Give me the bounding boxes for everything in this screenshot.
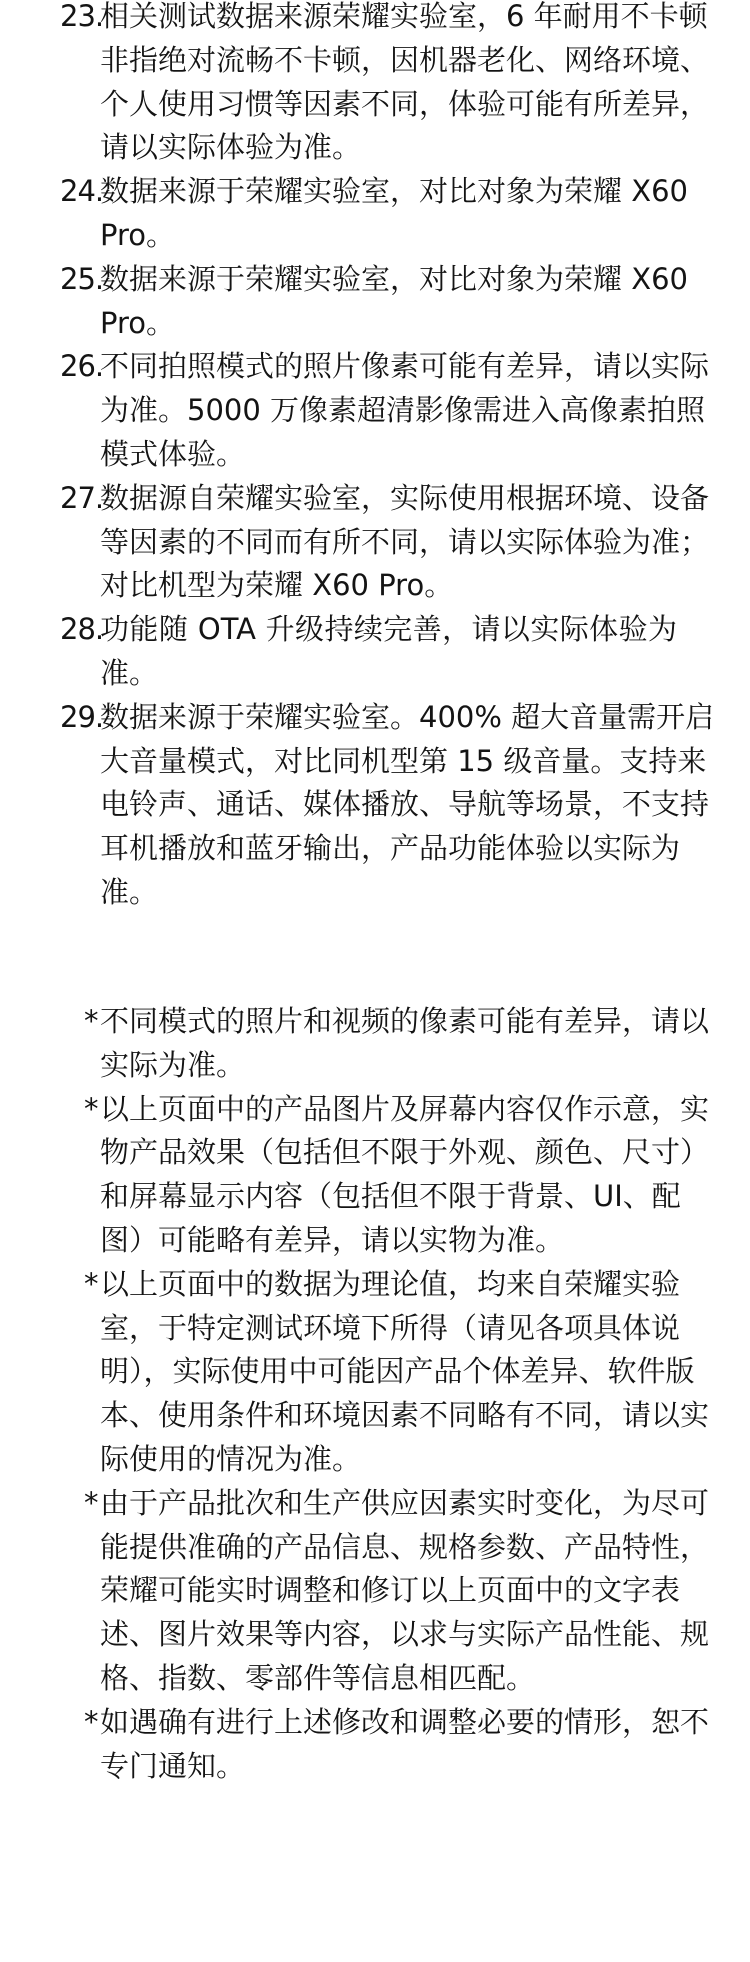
disclaimer-item (0, 1701, 750, 1789)
disclaimer-item-text-line: 和屏幕显示内容（包括但不限于背景、UI、配 (100, 1179, 681, 1214)
disclaimer-item-text-line: 如遇确有进行上述修改和调整必要的情形，恕不 (100, 1704, 710, 1739)
disclaimer-item-text-line: 室，于特定测试环境下所得（请见各项具体说 (100, 1310, 681, 1345)
disclaimer-item-text-line: 以上页面中的产品图片及屏幕内容仅作示意，实 (100, 1091, 710, 1126)
footnote-item-marker: 25. (60, 261, 104, 296)
footnote-item (0, 258, 750, 346)
disclaimer-item-text-line: 明），实际使用中可能因产品个体差异、软件版 (100, 1354, 695, 1389)
footnote-item-marker: 27. (60, 480, 104, 515)
footnote-item-text-line: 准。 (100, 874, 159, 909)
disclaimer-item-text-line: 以上页面中的数据为理论值，均来自荣耀实验 (100, 1266, 681, 1301)
footnote-item-marker: 28. (60, 612, 104, 647)
disclaimer-item-marker: * (84, 1704, 98, 1739)
disclaimer-item (0, 1482, 750, 1701)
disclaimer-item-marker: * (84, 1091, 98, 1126)
footnote-item-text-line: Pro。 (100, 305, 176, 340)
disclaimer-item-marker: * (84, 1004, 98, 1038)
disclaimer-item-text-line: 图）可能略有差异，请以实物为准。 (100, 1222, 565, 1257)
disclaimer-item-marker: * (84, 1266, 98, 1301)
footnote-item-text-line: 请以实际体验为准。 (100, 130, 362, 165)
disclaimer-item-text-line: 述、图片效果等内容，以求与实际产品性能、规 (100, 1617, 710, 1652)
footnote-item-text-line: 大音量模式，对比同机型第 15 级音量。支持来 (100, 743, 707, 778)
disclaimer-item-text-line: 物产品效果（包括但不限于外观、颜色、尺寸） (100, 1135, 710, 1170)
disclaimer-item-text-line: 实际为准。 (100, 1047, 246, 1082)
footnote-item (0, 170, 750, 258)
footnote-item-text-line: 数据来源于荣耀实验室。400% 超大音量需开启 (100, 699, 715, 734)
footnote-item-text-line: 功能随 OTA 升级持续完善，请以实际体验为 (100, 612, 677, 647)
footnote-item-text-line: 数据来源于荣耀实验室，对比对象为荣耀 X60 (100, 174, 688, 209)
footnote-item-text-line: 准。 (100, 655, 159, 690)
footnote-item-text-line: 对比机型为荣耀 X60 Pro。 (100, 568, 454, 603)
disclaimer-item (0, 1263, 750, 1482)
footnotes-list (0, 0, 750, 915)
footnote-item-text-line: 非指绝对流畅不卡顿，因机器老化、网络环境、 (100, 42, 710, 77)
footnote-item (0, 345, 750, 476)
footnote-item-text-line: 个人使用习惯等因素不同，体验可能有所差异， (100, 86, 710, 121)
footnote-item-text-line: 数据来源于荣耀实验室，对比对象为荣耀 X60 (100, 261, 688, 296)
disclaimer-item-text-line: 格、指数、零部件等信息相匹配。 (100, 1660, 536, 1695)
disclaimer-item-text-line: 不同模式的照片和视频的像素可能有差异，请以 (100, 1004, 710, 1038)
footnote-item-marker: 29. (60, 699, 104, 734)
footnote-item-marker: 23. (60, 0, 104, 33)
footnote-item-text-line: 模式体验。 (100, 436, 246, 471)
disclaimer-item (0, 1088, 750, 1263)
footnote-item-text-line: 为准。5000 万像素超清影像需进入高像素拍照 (100, 393, 706, 428)
footnote-item-text-line: 数据源自荣耀实验室，实际使用根据环境、设备 (100, 480, 710, 515)
footnote-item-marker: 24. (60, 174, 104, 209)
footnote-item (0, 0, 750, 170)
footnote-item-text-line: 电铃声、通话、媒体播放、导航等场景，不支持 (100, 787, 710, 822)
footnote-item-text-line: 相关测试数据来源荣耀实验室，6 年耐用不卡顿 (100, 0, 708, 33)
disclaimer-item (0, 1000, 750, 1088)
footnote-item-text-line: 不同拍照模式的照片像素可能有差异，请以实际 (100, 349, 710, 384)
disclaimer-item-text-line: 荣耀可能实时调整和修订以上页面中的文字表 (100, 1573, 681, 1608)
footnote-item-text-line: Pro。 (100, 217, 176, 252)
disclaimer-item-text-line: 际使用的情况为准。 (100, 1441, 362, 1476)
disclaimer-item-text-line: 由于产品批次和生产供应因素实时变化，为尽可 (100, 1485, 710, 1520)
disclaimer-item-text-line: 能提供准确的产品信息、规格参数、产品特性， (100, 1529, 710, 1564)
footnote-item-text-line: 耳机播放和蓝牙输出，产品功能体验以实际为 (100, 831, 681, 866)
footnote-item (0, 477, 750, 608)
footnote-item (0, 608, 750, 696)
disclaimer-item-text-line: 本、使用条件和环境因素不同略有不同，请以实 (100, 1398, 710, 1433)
disclaimer-item-marker: * (84, 1485, 98, 1520)
footnote-item (0, 696, 750, 915)
disclaimer-item-text-line: 专门通知。 (100, 1748, 246, 1783)
disclaimer-list (0, 1000, 750, 1788)
footnote-item-marker: 26. (60, 349, 104, 384)
footnote-item-text-line: 等因素的不同而有所不同，请以实际体验为准； (100, 524, 710, 559)
